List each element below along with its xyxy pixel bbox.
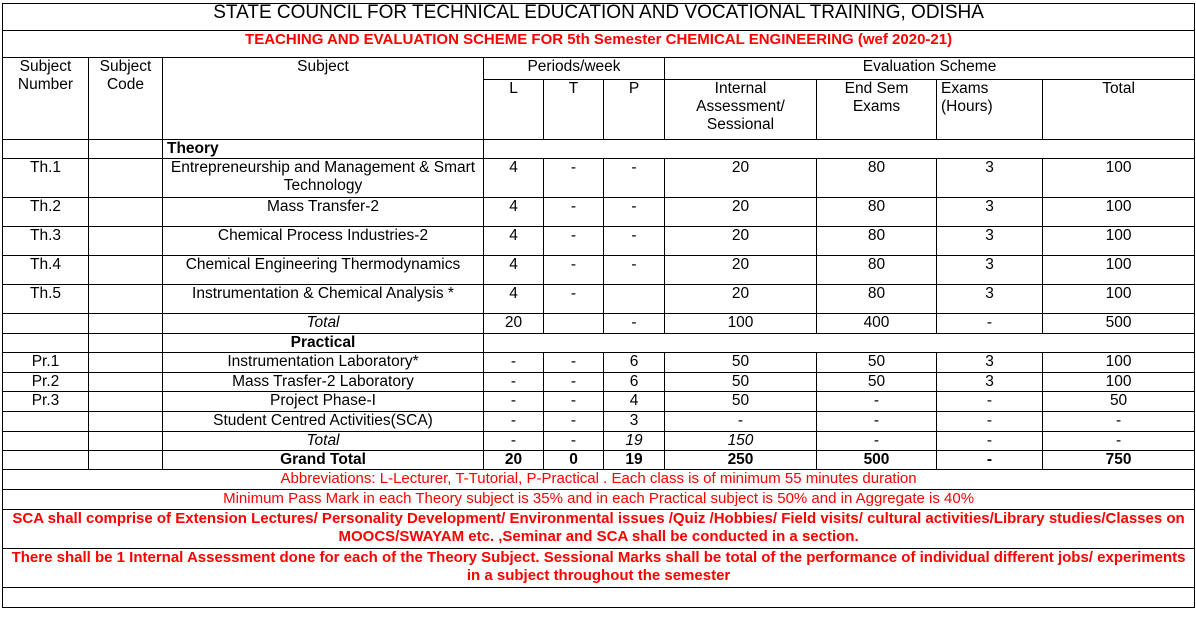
subject-name: Mass Trasfer-2 Laboratory	[163, 373, 484, 392]
theory-total-es: 400	[817, 314, 937, 334]
subtitle-row	[3, 31, 1195, 58]
internal-assessment: 50	[665, 392, 817, 412]
practical-total-row	[3, 432, 1195, 451]
end-sem-exam: 80	[817, 159, 937, 198]
row-total: 100	[1043, 373, 1195, 392]
subject-code	[89, 198, 163, 227]
internal-assessment: 20	[665, 159, 817, 198]
practical-total-label: Total	[163, 432, 484, 451]
empty-cell	[3, 314, 89, 334]
row-total: -	[1043, 412, 1195, 432]
subject-number: Th.4	[3, 256, 89, 285]
practical-total-es: -	[817, 432, 937, 451]
grand-total-hours: -	[937, 451, 1043, 470]
exam-hours: 3	[937, 353, 1043, 373]
theory-heading: Theory	[163, 140, 484, 159]
theory-total-ia: 100	[665, 314, 817, 334]
internal-assessment: 20	[665, 198, 817, 227]
practical-periods: 6	[604, 353, 665, 373]
col-exams-hours: Exams (Hours)	[937, 80, 1043, 140]
subject-number: Pr.3	[3, 392, 89, 412]
exam-hours: 3	[937, 227, 1043, 256]
exam-hours: 3	[937, 285, 1043, 314]
theory-total-label: Total	[163, 314, 484, 334]
subject-name: Project Phase-I	[163, 392, 484, 412]
tutorial-periods: -	[544, 353, 604, 373]
col-subject-number: Subject Number	[3, 58, 89, 140]
blank-footer-row	[3, 588, 1195, 608]
tutorial-periods: -	[544, 159, 604, 198]
subject-name: Mass Transfer-2	[163, 198, 484, 227]
row-total: 100	[1043, 159, 1195, 198]
lecture-periods: -	[484, 353, 544, 373]
end-sem-exam: 80	[817, 227, 937, 256]
table-row	[3, 227, 1195, 256]
theory-heading-row	[3, 140, 1195, 159]
row-total: 100	[1043, 285, 1195, 314]
tutorial-periods: -	[544, 392, 604, 412]
subject-code	[89, 353, 163, 373]
exam-hours: 3	[937, 159, 1043, 198]
internal-assessment: 20	[665, 227, 817, 256]
grand-total-label: Grand Total	[163, 451, 484, 470]
practical-total-L: -	[484, 432, 544, 451]
practical-periods: -	[604, 198, 665, 227]
subject-name: Instrumentation Laboratory*	[163, 353, 484, 373]
end-sem-exam: 50	[817, 353, 937, 373]
exam-hours: 3	[937, 373, 1043, 392]
row-total: 100	[1043, 198, 1195, 227]
practical-periods	[604, 285, 665, 314]
subject-name: Chemical Process Industries-2	[163, 227, 484, 256]
col-end-sem: End Sem Exams	[817, 80, 937, 140]
grand-total-P: 19	[604, 451, 665, 470]
scheme-table	[2, 3, 1195, 608]
lecture-periods: 4	[484, 198, 544, 227]
row-total: 100	[1043, 227, 1195, 256]
col-L: L	[484, 80, 544, 140]
sca-row	[3, 510, 1195, 549]
theory-rows	[3, 159, 1195, 334]
col-internal: Internal Assessment/ Sessional	[665, 80, 817, 140]
internal-note: There shall be 1 Internal Assessment done for each of the Theory Subject. Sessional Marks shall be total of the performance of individual different jobs/ experiments in a subject throughout the semester	[3, 549, 1195, 588]
page-subtitle: TEACHING AND EVALUATION SCHEME FOR 5th Semester CHEMICAL ENGINEERING (wef 2020-21)	[3, 31, 1195, 58]
lecture-periods: -	[484, 412, 544, 432]
subject-name: Entrepreneurship and Management & Smart Technology	[163, 159, 484, 198]
subject-number: Pr.1	[3, 353, 89, 373]
tutorial-periods: -	[544, 198, 604, 227]
subject-number: Th.2	[3, 198, 89, 227]
internal-assessment: 20	[665, 285, 817, 314]
lecture-periods: 4	[484, 159, 544, 198]
pass-mark-note: Minimum Pass Mark in each Theory subject is 35% and in each Practical subject is 50% and in Aggregate is 40%	[3, 490, 1195, 510]
lecture-periods: -	[484, 392, 544, 412]
abbreviations-row	[3, 470, 1195, 490]
grand-total-es: 500	[817, 451, 937, 470]
theory-total-hours: -	[937, 314, 1043, 334]
empty-cell	[89, 314, 163, 334]
table-row	[3, 392, 1195, 412]
internal-row	[3, 549, 1195, 588]
theory-total-T	[544, 314, 604, 334]
grand-total-total: 750	[1043, 451, 1195, 470]
grand-total-row	[3, 451, 1195, 470]
table-row	[3, 198, 1195, 227]
row-total: 100	[1043, 256, 1195, 285]
abbreviations-note: Abbreviations: L-Lecturer, T-Tutorial, P-Practical . Each class is of minimum 55 minutes duration	[3, 470, 1195, 490]
table-row	[3, 412, 1195, 432]
table-row	[3, 256, 1195, 285]
row-total: 100	[1043, 353, 1195, 373]
subject-name: Student Centred Activities(SCA)	[163, 412, 484, 432]
grand-total-ia: 250	[665, 451, 817, 470]
col-subject-code: Subject Code	[89, 58, 163, 140]
exam-hours: 3	[937, 256, 1043, 285]
internal-assessment: 50	[665, 373, 817, 392]
practical-total-hours: -	[937, 432, 1043, 451]
practical-heading: Practical	[163, 334, 484, 353]
table-row	[3, 353, 1195, 373]
grand-total-T: 0	[544, 451, 604, 470]
exam-hours: -	[937, 392, 1043, 412]
practical-periods: 3	[604, 412, 665, 432]
practical-heading-row	[3, 334, 1195, 353]
pass-mark-row	[3, 490, 1195, 510]
internal-assessment: 20	[665, 256, 817, 285]
empty-cell	[3, 432, 89, 451]
practical-total-T: -	[544, 432, 604, 451]
practical-total-ia: 150	[665, 432, 817, 451]
col-T: T	[544, 80, 604, 140]
practical-total-total: -	[1043, 432, 1195, 451]
lecture-periods: 4	[484, 285, 544, 314]
tutorial-periods: -	[544, 373, 604, 392]
table-row	[3, 373, 1195, 392]
end-sem-exam: 80	[817, 256, 937, 285]
theory-total-P: -	[604, 314, 665, 334]
header-row-2	[3, 80, 1195, 140]
exam-hours: 3	[937, 198, 1043, 227]
table-row	[3, 159, 1195, 198]
header-row-1	[3, 58, 1195, 80]
table-row	[3, 285, 1195, 314]
internal-assessment: 50	[665, 353, 817, 373]
tutorial-periods: -	[544, 256, 604, 285]
end-sem-exam: 80	[817, 285, 937, 314]
subject-code	[89, 412, 163, 432]
end-sem-exam: -	[817, 412, 937, 432]
subject-code	[89, 256, 163, 285]
end-sem-exam: -	[817, 392, 937, 412]
subject-name: Instrumentation & Chemical Analysis *	[163, 285, 484, 314]
subject-code	[89, 227, 163, 256]
col-evaluation: Evaluation Scheme	[665, 58, 1195, 80]
col-P: P	[604, 80, 665, 140]
col-total: Total	[1043, 80, 1195, 140]
tutorial-periods: -	[544, 227, 604, 256]
lecture-periods: -	[484, 373, 544, 392]
sca-note: SCA shall comprise of Extension Lectures/ Personality Development/ Environmental issues /Quiz /Hobbies/ Field visits/ cultural activities/Library studies/Classes on MOOCS/SWAYAM etc. ,Seminar and SCA shall be conducted in a section.	[3, 510, 1195, 549]
subject-number	[3, 412, 89, 432]
col-periods: Periods/week	[484, 58, 665, 80]
page-title: STATE COUNCIL FOR TECHNICAL EDUCATION AND VOCATIONAL TRAINING, ODISHA	[3, 4, 1195, 31]
practical-periods: -	[604, 159, 665, 198]
practical-periods: 4	[604, 392, 665, 412]
empty-cell	[89, 432, 163, 451]
subject-name: Chemical Engineering Thermodynamics	[163, 256, 484, 285]
subject-number: Th.5	[3, 285, 89, 314]
title-row	[3, 4, 1195, 31]
col-subject: Subject	[163, 58, 484, 80]
practical-periods: -	[604, 227, 665, 256]
subject-code	[89, 159, 163, 198]
theory-total-total: 500	[1043, 314, 1195, 334]
practical-periods: 6	[604, 373, 665, 392]
subject-number: Th.1	[3, 159, 89, 198]
end-sem-exam: 80	[817, 198, 937, 227]
subject-code	[89, 373, 163, 392]
grand-total-L: 20	[484, 451, 544, 470]
lecture-periods: 4	[484, 256, 544, 285]
end-sem-exam: 50	[817, 373, 937, 392]
col-subject-blank	[163, 80, 484, 140]
practical-periods: -	[604, 256, 665, 285]
row-total: 50	[1043, 392, 1195, 412]
practical-rows	[3, 353, 1195, 451]
subject-code	[89, 285, 163, 314]
practical-total-P: 19	[604, 432, 665, 451]
lecture-periods: 4	[484, 227, 544, 256]
subject-number: Th.3	[3, 227, 89, 256]
internal-assessment: -	[665, 412, 817, 432]
tutorial-periods: -	[544, 285, 604, 314]
theory-total-L: 20	[484, 314, 544, 334]
tutorial-periods: -	[544, 412, 604, 432]
theory-total-row	[3, 314, 1195, 334]
subject-number: Pr.2	[3, 373, 89, 392]
exam-hours: -	[937, 412, 1043, 432]
subject-code	[89, 392, 163, 412]
